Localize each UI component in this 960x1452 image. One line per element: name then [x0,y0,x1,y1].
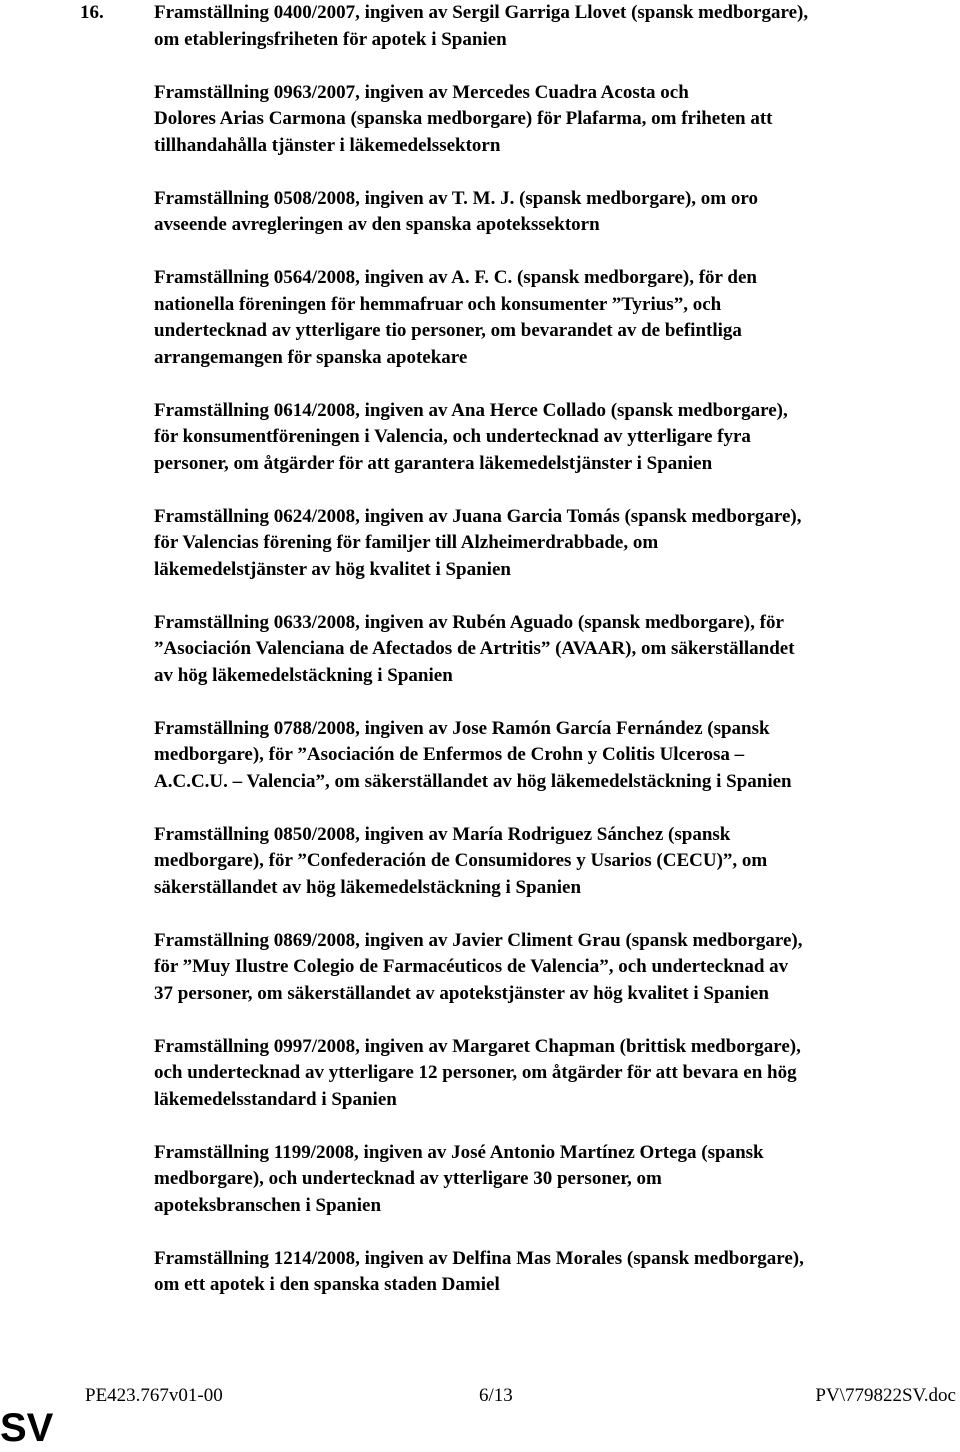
petition-0400-2007: Framställning 0400/2007, ingiven av Sergil Garriga Llovet (spansk medborgare), om etableringsfriheten för apotek i Spanien [154,2,809,50]
petition-0564-2008: Framställning 0564/2008, ingiven av A. F. C. (spansk medborgare), för den nationella föreningen för hemmafruar och konsumenter ”Tyrius”, och undertecknad av ytterligare tio personer, om bevarandet av de befintliga arrangemangen för spanska apotekare [154,267,757,368]
petition-0633-2008: Framställning 0633/2008, ingiven av Rubén Aguado (spansk medborgare), för ”Asociación Valenciana de Afectados de Artritis” (AVAAR), om säkerställandet av hög läkemedelstäckning i Spanien [154,611,795,686]
petition-list [154,0,954,1325]
agenda-item-number: 16. [80,2,104,23]
petition-0963-2007: Framställning 0963/2007, ingiven av Mercedes Cuadra Acosta och Dolores Arias Carmona (spanska medborgare) för Plafarma, om friheten att tillhandahålla tjänster i läkemedelssektorn [154,81,773,156]
footer-language-code: SV [0,1406,54,1450]
footer-document-reference: PE423.767v01-00 [85,1385,223,1406]
page-footer [0,1380,960,1452]
petition-0624-2008: Framställning 0624/2008, ingiven av Juana Garcia Tomás (spansk medborgare), för Valencias förening för familjer till Alzheimerdrabbade, om läkemedelstjänster av hög kvalitet i Spanien [154,505,802,580]
petition-1214-2008: Framställning 1214/2008, ingiven av Delfina Mas Morales (spansk medborgare), om ett apotek i den spanska staden Damiel [154,1247,804,1295]
petition-0508-2008: Framställning 0508/2008, ingiven av T. M. J. (spansk medborgare), om oro avseende avregleringen av den spanska apotekssektorn [154,187,758,235]
petition-1199-2008: Framställning 1199/2008, ingiven av José Antonio Martínez Ortega (spansk medborgare), och undertecknad av ytterligare 30 personer, om apoteksbranschen i Spanien [154,1141,764,1216]
petition-0869-2008: Framställning 0869/2008, ingiven av Javier Climent Grau (spansk medborgare), för ”Muy Ilustre Colegio de Farmacéuticos de Valencia”, och undertecknad av 37 personer, om säkerställandet av apotekstjänster av hög kvalitet i Spanien [154,929,803,1004]
petition-0614-2008: Framställning 0614/2008, ingiven av Ana Herce Collado (spansk medborgare), för konsumentföreningen i Valencia, och undertecknad av ytterligare fyra personer, om åtgärder för att garantera läkemedelstjänster i Spanien [154,399,788,474]
footer-page-number: 6/13 [479,1385,513,1406]
footer-file-reference: PV\779822SV.doc [815,1385,956,1406]
petition-0788-2008: Framställning 0788/2008, ingiven av Jose Ramón García Fernández (spansk medborgare), för ”Asociación de Enfermos de Crohn y Colitis Ulcerosa – A.C.C.U. – Valencia”, om säkerställandet av hög läkemedelstäckning i Spanien [154,717,792,792]
petition-0850-2008: Framställning 0850/2008, ingiven av María Rodriguez Sánchez (spansk medborgare), för ”Confederación de Consumidores y Usarios (CECU)”, om säkerställandet av hög läkemedelstäckning i Spanien [154,823,768,898]
petition-0997-2008: Framställning 0997/2008, ingiven av Margaret Chapman (brittisk medborgare), och undertecknad av ytterligare 12 personer, om åtgärder för att bevara en hög läkemedelsstandard i Spanien [154,1035,801,1110]
